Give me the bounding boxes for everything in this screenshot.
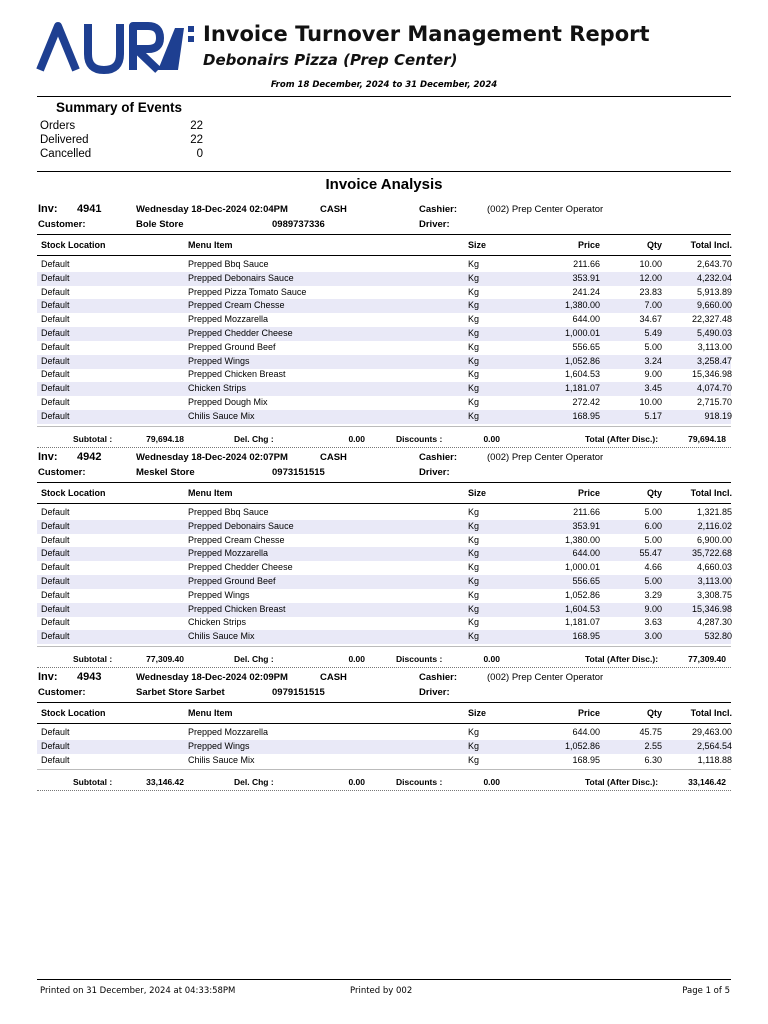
table-row [37,258,731,272]
cell-size: Kg [468,314,480,325]
cell-stock-location: Default [41,727,70,737]
cell-stock-location: Default [41,286,70,297]
cashier-name: (002) Prep Center Operator [487,672,604,683]
cell-price: 353.91 [572,272,600,283]
table-row [37,547,731,561]
cell-total: 1,118.88 [697,754,732,765]
subtotal-value: 79,694.18 [146,434,184,444]
cell-menu-item: Prepped Wings [188,589,250,600]
cell-stock-location: Default [41,548,70,559]
cell-qty: 10.00 [639,397,662,407]
cell-price: 1,052.86 [564,589,600,600]
col-qty: Qty [646,488,662,498]
col-price: Price [577,240,600,250]
table-bottom-rule [37,646,731,647]
customer-phone: 0989737336 [272,219,325,230]
cell-total: 3,258.47 [696,355,732,366]
cell-total: 3,308.75 [696,589,732,600]
cell-total: 35,722.68 [691,548,732,559]
del-chg-label: Del. Chg : [234,434,274,444]
cell-stock-location: Default [41,631,70,642]
cell-size: Kg [468,383,480,394]
cell-stock-location: Default [41,369,70,380]
cell-menu-item: Prepped Debonairs Sauce [188,520,294,531]
summary-value: 22 [190,134,203,146]
cell-total: 4,287.30 [696,617,732,628]
cell-qty: 3.63 [644,617,662,628]
col-menu-item: Menu Item [188,488,233,498]
table-row [37,286,731,300]
col-price: Price [577,708,600,718]
cell-stock-location: Default [41,534,70,545]
cell-total: 3,113.00 [697,341,732,352]
cell-menu-item: Chilis Sauce Mix [188,631,255,642]
cell-qty: 5.00 [644,507,662,517]
cell-qty: 5.17 [644,410,662,421]
del-chg-label: Del. Chg : [234,654,274,664]
table-row [37,410,731,424]
cell-size: Kg [468,754,480,765]
report-subtitle: Debonairs Pizza (Prep Center) [203,51,458,69]
col-qty: Qty [646,708,662,718]
inv-label: Inv: [38,451,58,463]
cell-price: 1,000.01 [564,562,600,573]
cell-size: Kg [468,562,480,573]
cell-menu-item: Prepped Chicken Breast [188,369,286,380]
customer-label: Customer: [38,467,86,478]
cashier-label: Cashier: [419,204,458,215]
cell-price: 556.65 [572,576,600,586]
table-row [37,506,731,520]
table-row [37,754,731,768]
subtotal-label: Subtotal : [73,777,113,787]
cell-menu-item: Prepped Wings [188,355,250,366]
driver-label: Driver: [419,687,450,698]
cell-menu-item: Prepped Ground Beef [188,576,276,586]
customer-label: Customer: [38,687,86,698]
cell-price: 644.00 [572,548,600,559]
analysis-title: Invoice Analysis [325,176,443,193]
invoice-number: 4943 [77,671,102,683]
summary-label: Cancelled [40,148,92,160]
subtotal-rule [37,447,731,448]
del-chg-label: Del. Chg : [234,777,274,787]
cell-total: 2,116.02 [697,520,732,531]
cell-size: Kg [468,507,480,517]
cell-qty: 9.00 [644,603,662,614]
table-row [37,327,731,341]
cell-qty: 10.00 [639,259,662,269]
cell-menu-item: Prepped Wings [188,740,250,751]
cell-total: 918.19 [704,410,732,421]
cell-qty: 23.83 [639,286,662,297]
col-total: Total Incl. [690,240,732,250]
table-top-rule [37,234,731,235]
cell-qty: 3.24 [644,355,662,366]
cell-size: Kg [468,534,480,545]
subtotal-value: 77,309.40 [146,654,184,664]
col-size: Size [468,488,487,498]
cell-menu-item: Prepped Dough Mix [188,397,268,407]
col-stock-location: Stock Location [41,488,106,498]
discounts-value: 0.00 [483,777,500,787]
cell-qty: 3.45 [644,383,662,394]
cell-price: 168.95 [572,631,600,642]
customer-name: Sarbet Store Sarbet [136,687,225,698]
cell-price: 556.65 [572,341,600,352]
cell-price: 272.42 [572,397,600,407]
cell-stock-location: Default [41,272,70,283]
cell-price: 1,181.07 [564,617,600,628]
cell-total: 3,113.00 [697,576,732,586]
printed-on: Printed on 31 December, 2024 at 04:33:58PM [40,986,236,996]
cell-menu-item: Prepped Bbq Sauce [188,259,269,269]
col-size: Size [468,240,487,250]
cell-stock-location: Default [41,410,70,421]
col-price: Price [577,488,600,498]
invoice-datetime: Wednesday 18-Dec-2024 02:04PM [136,204,288,215]
cell-stock-location: Default [41,314,70,325]
cashier-label: Cashier: [419,672,458,683]
cell-price: 241.24 [572,286,600,297]
cell-stock-location: Default [41,603,70,614]
cell-qty: 2.55 [644,740,662,751]
col-total: Total Incl. [690,708,732,718]
table-row [37,603,731,617]
driver-label: Driver: [419,467,450,478]
footer-divider [37,979,731,980]
total-after-disc-value: 79,694.18 [688,434,726,444]
cell-qty: 45.75 [639,727,662,737]
table-top-rule [37,482,731,483]
aura-logo [36,20,196,74]
cell-qty: 12.00 [639,272,662,283]
cell-price: 644.00 [572,314,600,325]
summary-value: 22 [190,120,203,132]
cell-menu-item: Chilis Sauce Mix [188,410,255,421]
col-stock-location: Stock Location [41,708,106,718]
cell-total: 15,346.98 [691,603,732,614]
cell-total: 29,463.00 [691,727,732,737]
discounts-label: Discounts : [396,777,443,787]
cell-size: Kg [468,727,480,737]
cell-size: Kg [468,300,480,311]
table-row [37,520,731,534]
cell-stock-location: Default [41,520,70,531]
discounts-value: 0.00 [483,434,500,444]
cell-qty: 5.00 [644,534,662,545]
table-row [37,561,731,575]
subtotal-label: Subtotal : [73,434,113,444]
table-row [37,299,731,313]
cell-price: 168.95 [572,754,600,765]
cell-qty: 5.49 [644,328,662,338]
payment-method: CASH [320,452,347,463]
cell-total: 9,660.00 [696,300,732,311]
summary-label: Delivered [40,134,89,146]
cell-price: 1,380.00 [564,300,600,311]
cell-menu-item: Prepped Bbq Sauce [188,507,269,517]
cell-size: Kg [468,740,480,751]
cell-menu-item: Prepped Mozzarella [188,314,269,325]
cell-total: 5,913.89 [696,286,732,297]
cell-price: 644.00 [572,727,600,737]
cell-size: Kg [468,520,480,531]
cell-size: Kg [468,589,480,600]
summary-title: Summary of Events [56,100,183,115]
cell-menu-item: Chicken Strips [188,383,247,394]
col-menu-item: Menu Item [188,240,233,250]
col-size: Size [468,708,487,718]
table-row [37,726,731,740]
cell-total: 5,490.03 [696,328,732,338]
report-title: Invoice Turnover Management Report [203,22,650,46]
customer-name: Bole Store [136,219,184,230]
cell-qty: 6.30 [644,754,662,765]
cell-stock-location: Default [41,355,70,366]
table-row [37,740,731,754]
cell-size: Kg [468,576,480,586]
total-after-disc-label: Total (After Disc.): [585,777,659,787]
cell-total: 1,321.85 [696,507,732,517]
invoice-number: 4942 [77,451,102,463]
total-after-disc-label: Total (After Disc.): [585,654,659,664]
page-number: Page 1 of 5 [682,986,730,996]
cell-qty: 55.47 [639,548,662,559]
cell-stock-location: Default [41,589,70,600]
customer-phone: 0979151515 [272,687,325,698]
cell-total: 2,643.70 [696,259,732,269]
cell-price: 168.95 [572,410,600,421]
cell-size: Kg [468,369,480,380]
table-row [37,396,731,410]
header-divider [37,96,731,97]
cell-price: 1,604.53 [564,603,600,614]
cell-qty: 3.29 [644,589,662,600]
cell-menu-item: Prepped Chedder Cheese [188,562,293,573]
subtotal-rule [37,667,731,668]
table-row [37,368,731,382]
cell-total: 4,232.04 [696,272,732,283]
del-chg-value: 0.00 [348,777,365,787]
customer-phone: 0973151515 [272,467,325,478]
table-row [37,534,731,548]
cell-size: Kg [468,286,480,297]
cell-size: Kg [468,397,480,407]
cell-menu-item: Prepped Cream Chesse [188,300,285,311]
cell-stock-location: Default [41,754,70,765]
cell-qty: 6.00 [644,520,662,531]
cell-menu-item: Prepped Pizza Tomato Sauce [188,286,307,297]
total-after-disc-label: Total (After Disc.): [585,434,659,444]
total-after-disc-value: 33,146.42 [688,777,726,787]
cell-total: 2,564.54 [696,740,732,751]
cell-menu-item: Prepped Mozzarella [188,727,269,737]
aura-logo-mark [36,20,196,74]
cell-stock-location: Default [41,507,70,517]
discounts-label: Discounts : [396,434,443,444]
table-row [37,382,731,396]
cell-stock-location: Default [41,617,70,628]
cell-size: Kg [468,355,480,366]
cell-qty: 4.66 [644,562,662,573]
inv-label: Inv: [38,203,58,215]
driver-label: Driver: [419,219,450,230]
col-menu-item: Menu Item [188,708,233,718]
cell-menu-item: Chilis Sauce Mix [188,754,255,765]
summary-label: Orders [40,120,76,132]
cell-menu-item: Prepped Debonairs Sauce [188,272,294,283]
cell-stock-location: Default [41,740,70,751]
table-header-rule [37,255,731,256]
table-row [37,616,731,630]
subtotal-label: Subtotal : [73,654,113,664]
invoice-number: 4941 [77,203,102,215]
col-total: Total Incl. [690,488,732,498]
cell-size: Kg [468,631,480,642]
cell-price: 211.66 [573,507,600,517]
table-row [37,630,731,644]
payment-method: CASH [320,204,347,215]
cell-menu-item: Chicken Strips [188,617,247,628]
cell-price: 1,604.53 [564,369,600,380]
cell-menu-item: Prepped Ground Beef [188,341,276,352]
cell-qty: 7.00 [644,300,662,311]
cell-stock-location: Default [41,562,70,573]
cashier-label: Cashier: [419,452,458,463]
cashier-name: (002) Prep Center Operator [487,204,604,215]
subtotal-rule [37,790,731,791]
summary-value: 0 [196,148,203,160]
cell-total: 4,074.70 [696,383,732,394]
table-header-rule [37,503,731,504]
cashier-name: (002) Prep Center Operator [487,452,604,463]
subtotal-value: 33,146.42 [146,777,184,787]
cell-size: Kg [468,272,480,283]
invoice-datetime: Wednesday 18-Dec-2024 02:09PM [136,672,288,683]
cell-qty: 5.00 [644,341,662,352]
cell-total: 2,715.70 [696,397,732,407]
date-range: From 18 December, 2024 to 31 December, 2024 [270,80,498,90]
cell-size: Kg [468,259,480,269]
cell-total: 532.80 [704,631,732,642]
cell-price: 1,181.07 [564,383,600,394]
cell-price: 1,380.00 [564,534,600,545]
cell-price: 1,000.01 [564,328,600,338]
cell-menu-item: Prepped Cream Chesse [188,534,285,545]
payment-method: CASH [320,672,347,683]
cell-stock-location: Default [41,341,70,352]
cell-total: 6,900.00 [696,534,732,545]
invoice-datetime: Wednesday 18-Dec-2024 02:07PM [136,452,288,463]
del-chg-value: 0.00 [348,654,365,664]
table-header-rule [37,723,731,724]
customer-name: Meskel Store [136,467,195,478]
cell-stock-location: Default [41,259,70,269]
cell-total: 4,660.03 [696,562,732,573]
cell-stock-location: Default [41,383,70,394]
table-top-rule [37,702,731,703]
cell-size: Kg [468,617,480,628]
cell-menu-item: Prepped Chedder Cheese [188,328,293,338]
table-row [37,589,731,603]
table-row [37,355,731,369]
cell-size: Kg [468,341,480,352]
cell-stock-location: Default [41,300,70,311]
cell-qty: 3.00 [644,631,662,642]
cell-size: Kg [468,548,480,559]
cell-qty: 34.67 [639,314,662,325]
cell-total: 15,346.98 [691,369,732,380]
table-row [37,575,731,589]
cell-total: 22,327.48 [691,314,732,325]
total-after-disc-value: 77,309.40 [688,654,726,664]
table-bottom-rule [37,769,731,770]
inv-label: Inv: [38,671,58,683]
table-row [37,272,731,286]
customer-label: Customer: [38,219,86,230]
cell-menu-item: Prepped Chicken Breast [188,603,286,614]
table-bottom-rule [37,426,731,427]
col-stock-location: Stock Location [41,240,106,250]
discounts-value: 0.00 [483,654,500,664]
cell-size: Kg [468,603,480,614]
cell-qty: 9.00 [644,369,662,380]
table-row [37,313,731,327]
cell-price: 211.66 [573,259,600,269]
cell-price: 1,052.86 [564,355,600,366]
summary-divider [37,171,731,172]
cell-stock-location: Default [41,576,70,586]
cell-size: Kg [468,410,480,421]
cell-price: 1,052.86 [564,740,600,751]
col-qty: Qty [646,240,662,250]
cell-size: Kg [468,328,480,338]
cell-price: 353.91 [572,520,600,531]
discounts-label: Discounts : [396,654,443,664]
table-row [37,341,731,355]
cell-menu-item: Prepped Mozzarella [188,548,269,559]
printed-by: Printed by 002 [350,986,413,996]
cell-qty: 5.00 [644,576,662,586]
del-chg-value: 0.00 [348,434,365,444]
cell-stock-location: Default [41,397,70,407]
cell-stock-location: Default [41,328,70,338]
